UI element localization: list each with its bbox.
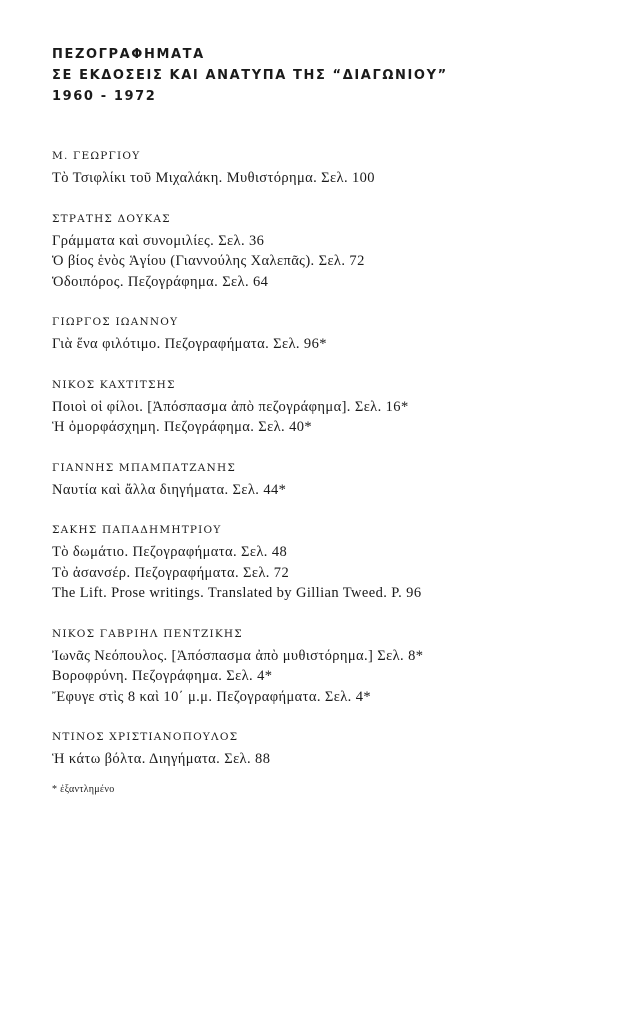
author-name: ΓΙΩΡΓΟΣ ΙΩΑΝΝΟΥ — [52, 316, 179, 328]
author-entry — [52, 314, 592, 355]
author-entry — [52, 460, 592, 501]
work-title: Τὸ ἀσανσέρ. Πεζογραφήματα. Σελ. 72 — [52, 564, 290, 581]
author-entry — [52, 148, 592, 189]
work-title: Γιὰ ἕνα φιλότιμο. Πεζογραφήματα. Σελ. 96* — [52, 336, 327, 352]
page-header — [52, 44, 448, 107]
header-title: ΠΕΖΟΓΡΑΦΗΜΑΤΑ — [52, 47, 205, 62]
author-entry — [52, 211, 592, 293]
author-name: ΝΙΚΟΣ ΚΑΧΤΙΤΣΗΣ — [52, 378, 176, 391]
author-name: ΝΤΙΝΟΣ ΧΡΙΣΤΙΑΝΟΠΟΥΛΟΣ — [52, 731, 239, 743]
header-years: 1960 - 1972 — [52, 89, 157, 104]
work-title: Γράμματα καὶ συνομιλίες. Σελ. 36 — [52, 232, 265, 249]
author-entry — [52, 626, 592, 708]
bibliography-list — [52, 148, 592, 792]
work-title: Ποιοὶ οἱ φίλοι. [Ἀπόσπασμα ἀπὸ πεζογράφημα]. Σελ. 16* — [52, 398, 409, 415]
work-title: Ὁδοιπόρος. Πεζογράφημα. Σελ. 64 — [52, 273, 269, 290]
footnote: * ἐξαντλημένο — [52, 784, 115, 795]
work-title: Ἡ κάτω βόλτα. Διηγήματα. Σελ. 88 — [52, 751, 271, 767]
author-name: ΝΙΚΟΣ ΓΑΒΡΙΗΛ ΠΕΝΤΖΙΚΗΣ — [52, 627, 243, 640]
author-name: ΣΤΡΑΤΗΣ ΔΟΥΚΑΣ — [52, 212, 171, 225]
work-title: Τὸ δωμάτιο. Πεζογραφήματα. Σελ. 48 — [52, 544, 288, 560]
author-entry — [52, 522, 592, 604]
header-subtitle: ΣΕ ΕΚΔΟΣΕΙΣ ΚΑΙ ΑΝΑΤΥΠΑ ΤΗΣ “ΔΙΑΓΩΝΙΟΥ” — [52, 68, 448, 83]
author-entry — [52, 377, 592, 438]
work-title: Ἰωνᾶς Νεόπουλος. [Ἀπόσπασμα ἀπὸ μυθιστόρημα.] Σελ. 8* — [52, 647, 424, 664]
work-title: Ὁ βίος ἑνὸς Ἁγίου (Γιαννούλης Χαλεπᾶς). Σελ. 72 — [52, 253, 365, 269]
work-title: Ἡ ὁμορφάσχημη. Πεζογράφημα. Σελ. 40* — [52, 419, 313, 435]
author-name: ΓΙΑΝΝΗΣ ΜΠΑΜΠΑΤΖΑΝΗΣ — [52, 461, 236, 474]
work-title: Ναυτία καὶ ἄλλα διηγήματα. Σελ. 44* — [52, 481, 287, 498]
work-title: Τὸ Τσιφλίκι τοῦ Μιχαλάκη. Μυθιστόρημα. Σελ. 100 — [52, 170, 375, 186]
author-name: Μ. ΓΕΩΡΓΙΟΥ — [52, 150, 141, 162]
work-title: Ἔφυγε στὶς 8 καὶ 10΄ μ.μ. Πεζογραφήματα. Σελ. 4* — [52, 688, 372, 705]
work-title: Βοροφρύνη. Πεζογράφημα. Σελ. 4* — [52, 668, 273, 684]
author-entry — [52, 729, 592, 770]
author-name: ΣΑΚΗΣ ΠΑΠΑΔΗΜΗΤΡΙΟΥ — [52, 524, 222, 536]
work-title: The Lift. Prose writings. Translated by Gillian Tweed. P. 96 — [52, 585, 422, 601]
